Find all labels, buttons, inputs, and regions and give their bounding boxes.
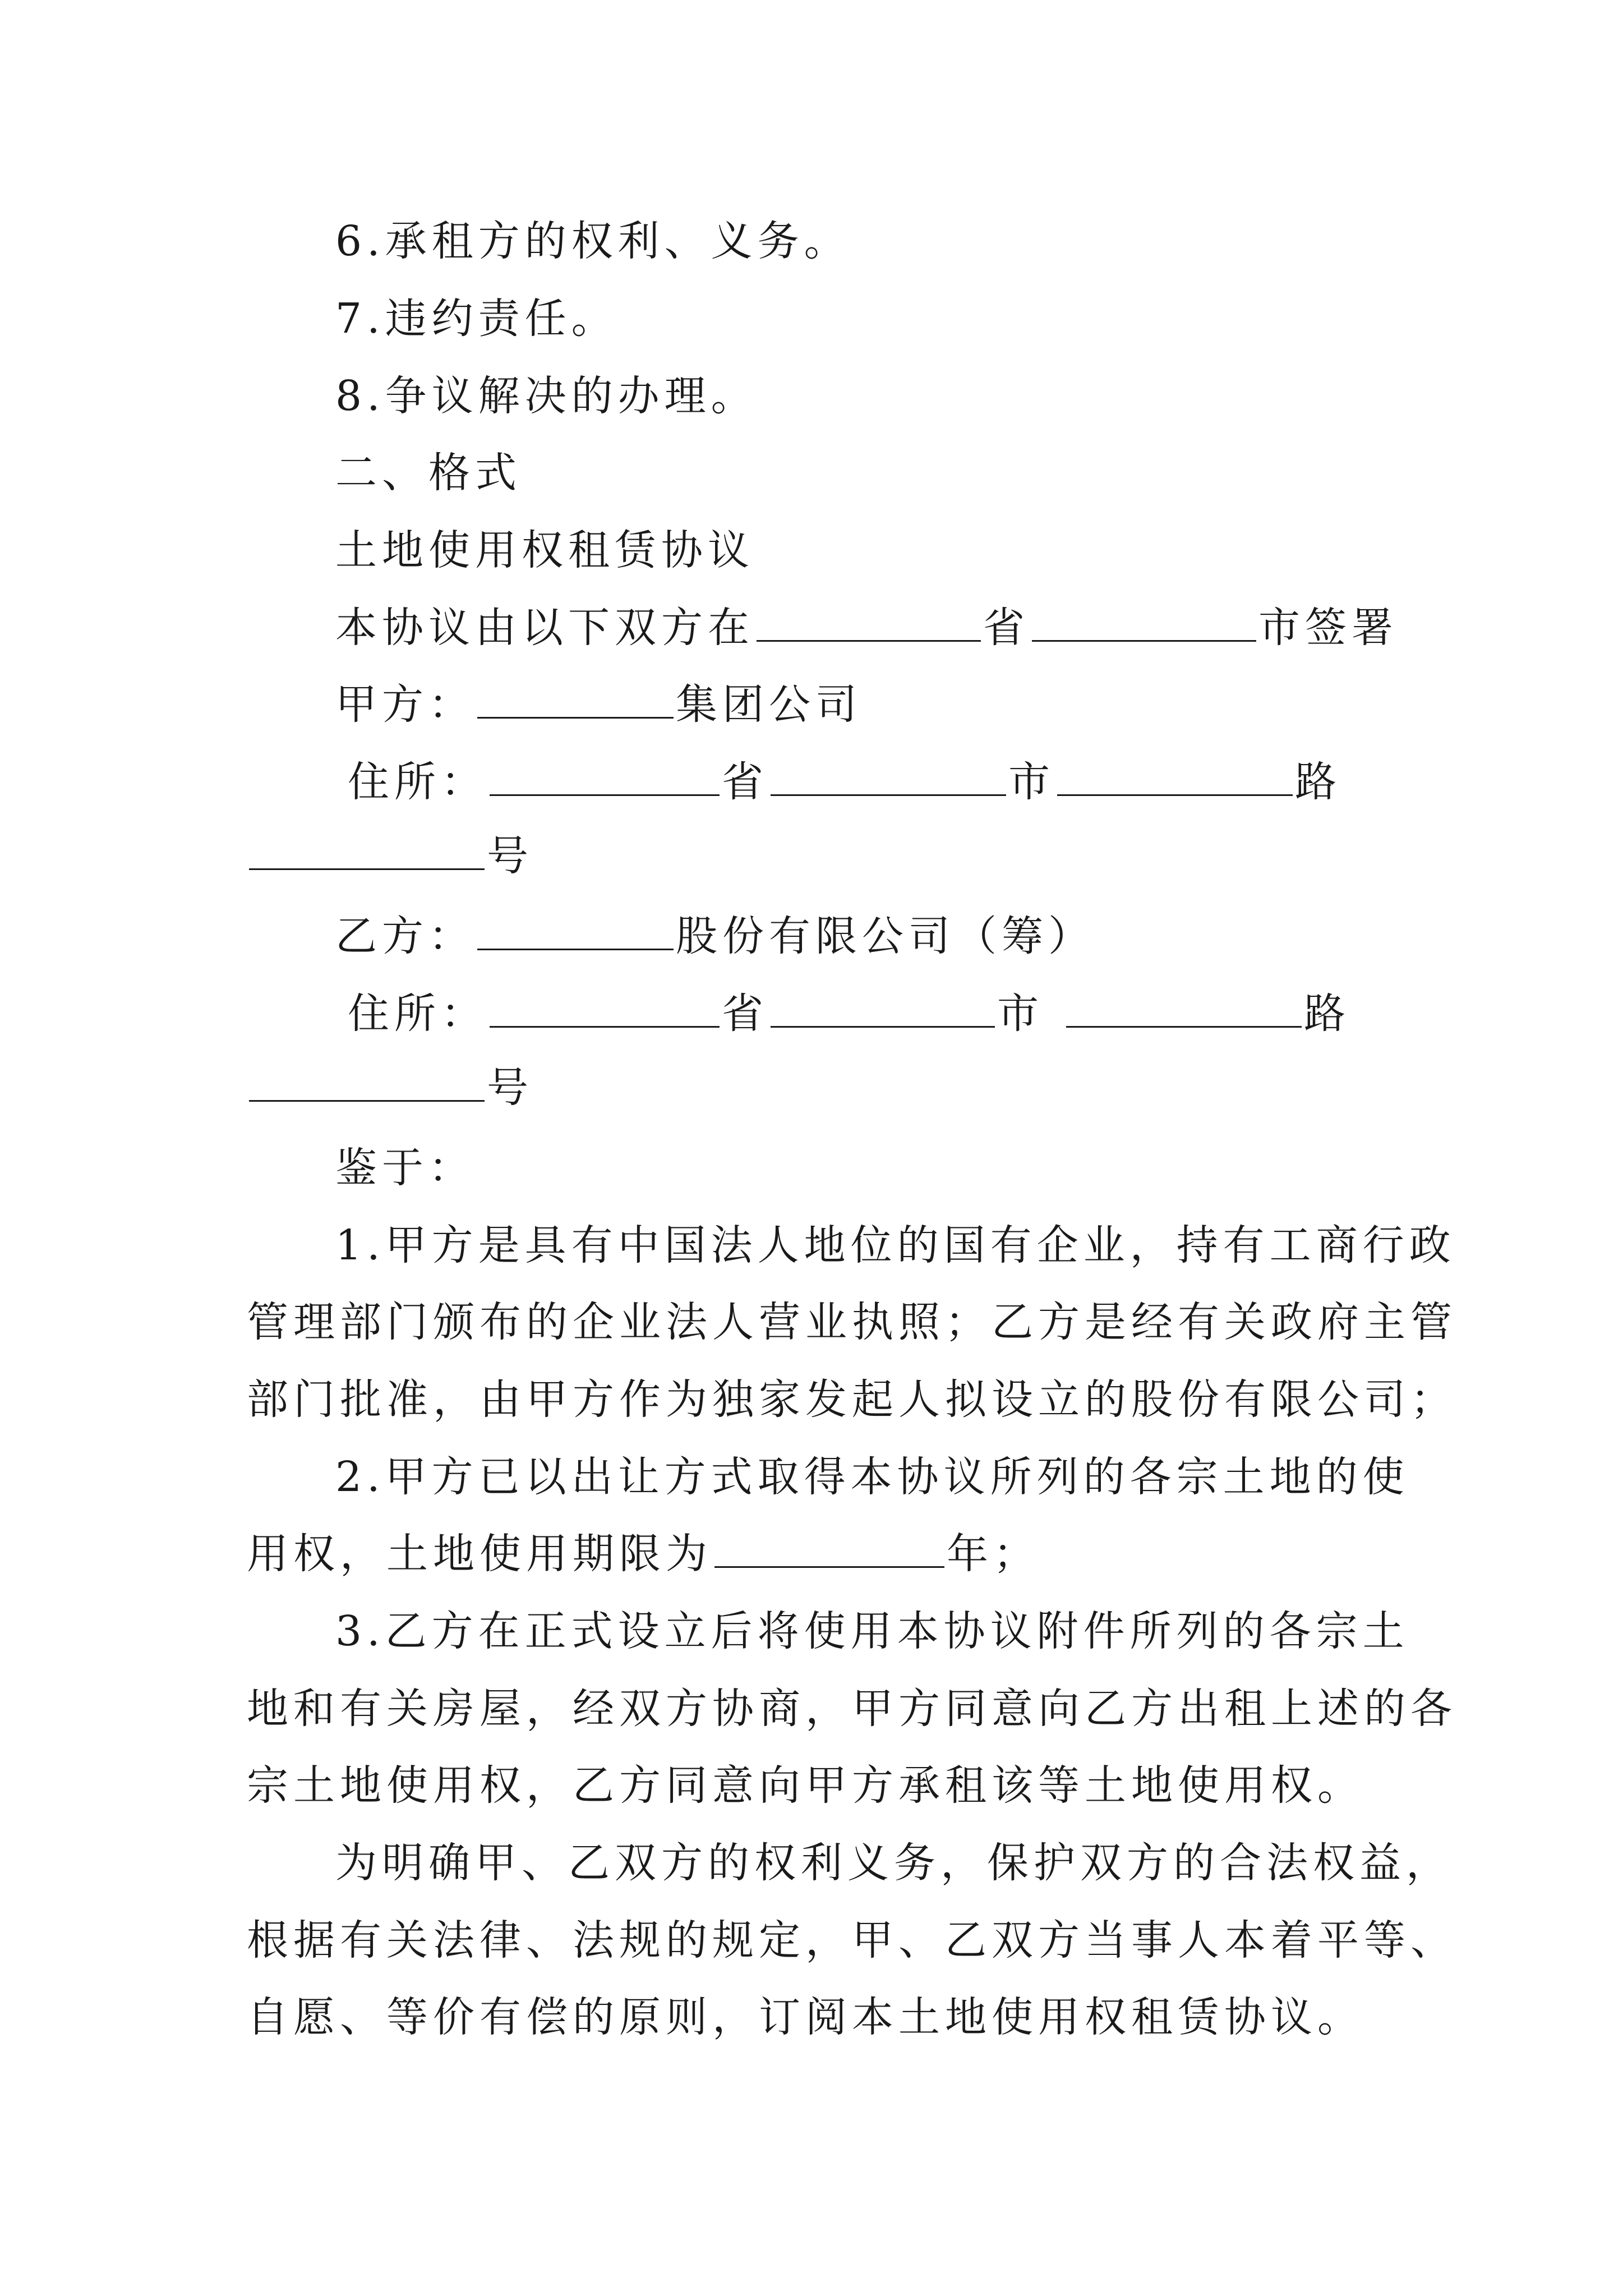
recital-1-line: 管理部门颁布的企业法人营业执照；乙方是经有关政府主管 bbox=[247, 1298, 1457, 1346]
address-province-blank bbox=[490, 989, 720, 1028]
address-city-blank bbox=[771, 757, 1006, 796]
address-label: 住所： bbox=[348, 990, 487, 1038]
whereas-label: 鉴于： bbox=[335, 1144, 475, 1192]
party-a-line bbox=[0, 677, 1623, 733]
party-b-address-line bbox=[0, 986, 1623, 1042]
address-road-label: 路 bbox=[1295, 758, 1341, 806]
address-road-blank bbox=[1057, 757, 1293, 796]
recital-3-line: 地和有关房屋，经双方协商，甲方同意向乙方出租上述的各 bbox=[247, 1685, 1457, 1733]
outline-item: 7.违约责任。 bbox=[335, 295, 618, 343]
address-label: 住所： bbox=[348, 758, 487, 806]
purpose-line: 自愿、等价有偿的原则，订阅本土地使用权租赁协议。 bbox=[247, 1993, 1364, 2041]
address-city-blank bbox=[771, 989, 995, 1028]
address-number-label: 号 bbox=[487, 832, 533, 880]
party-b-label: 乙方： bbox=[335, 912, 475, 960]
section-heading: 二、格式 bbox=[335, 449, 522, 497]
party-a-suffix: 集团公司 bbox=[676, 680, 862, 729]
address-city-label: 市 bbox=[997, 990, 1044, 1038]
party-b-name-blank bbox=[477, 912, 674, 950]
term-years-blank bbox=[714, 1529, 944, 1568]
signing-suffix: 市签署 bbox=[1258, 604, 1398, 652]
address-city-label: 市 bbox=[1008, 758, 1055, 806]
address-number-label: 号 bbox=[487, 1064, 533, 1112]
party-a-label: 甲方： bbox=[335, 680, 475, 729]
address-province-label: 省 bbox=[722, 990, 768, 1038]
term-prefix: 用权，土地使用期限为 bbox=[247, 1530, 712, 1578]
signing-prefix: 本协议由以下双方在 bbox=[335, 604, 754, 652]
signing-province-label: 省 bbox=[983, 604, 1030, 652]
outline-item: 6.承租方的权利、义务。 bbox=[335, 217, 851, 265]
address-number-blank bbox=[249, 1063, 485, 1102]
recital-2-line: 2.甲方已以出让方式取得本协议所列的各宗土地的使 bbox=[335, 1453, 1409, 1501]
party-b-address-number-line bbox=[0, 1060, 1623, 1116]
outline-item: 8.争议解决的办理。 bbox=[335, 372, 758, 420]
party-a-name-blank bbox=[477, 680, 674, 719]
address-number-blank bbox=[249, 831, 485, 870]
purpose-line: 根据有关法律、法规的规定，甲、乙双方当事人本着平等、 bbox=[247, 1916, 1457, 1964]
signing-city-blank bbox=[1032, 603, 1256, 642]
address-road-label: 路 bbox=[1304, 990, 1350, 1038]
recital-3-line: 3.乙方在正式设立后将使用本协议附件所列的各宗土 bbox=[335, 1607, 1409, 1655]
term-suffix: 年； bbox=[947, 1530, 1040, 1578]
recital-3-line: 宗土地使用权，乙方同意向甲方承租该等土地使用权。 bbox=[247, 1761, 1364, 1810]
recital-1-line: 1.甲方是具有中国法人地位的国有企业，持有工商行政 bbox=[335, 1221, 1456, 1269]
party-a-address-number-line bbox=[0, 828, 1623, 884]
party-b-line bbox=[0, 908, 1623, 964]
address-road-blank bbox=[1066, 989, 1302, 1028]
recital-1-line: 部门批准，由甲方作为独家发起人拟设立的股份有限公司； bbox=[247, 1375, 1457, 1424]
purpose-line: 为明确甲、乙双方的权利义务，保护双方的合法权益， bbox=[335, 1839, 1453, 1887]
address-province-blank bbox=[490, 757, 720, 796]
signing-line bbox=[0, 600, 1623, 656]
signing-province-blank bbox=[757, 603, 981, 642]
party-a-address-line bbox=[0, 754, 1623, 810]
agreement-title: 土地使用权租赁协议 bbox=[335, 526, 754, 574]
recital-2-line bbox=[0, 1526, 1623, 1582]
party-b-suffix: 股份有限公司（筹） bbox=[676, 912, 1095, 960]
address-province-label: 省 bbox=[722, 758, 768, 806]
